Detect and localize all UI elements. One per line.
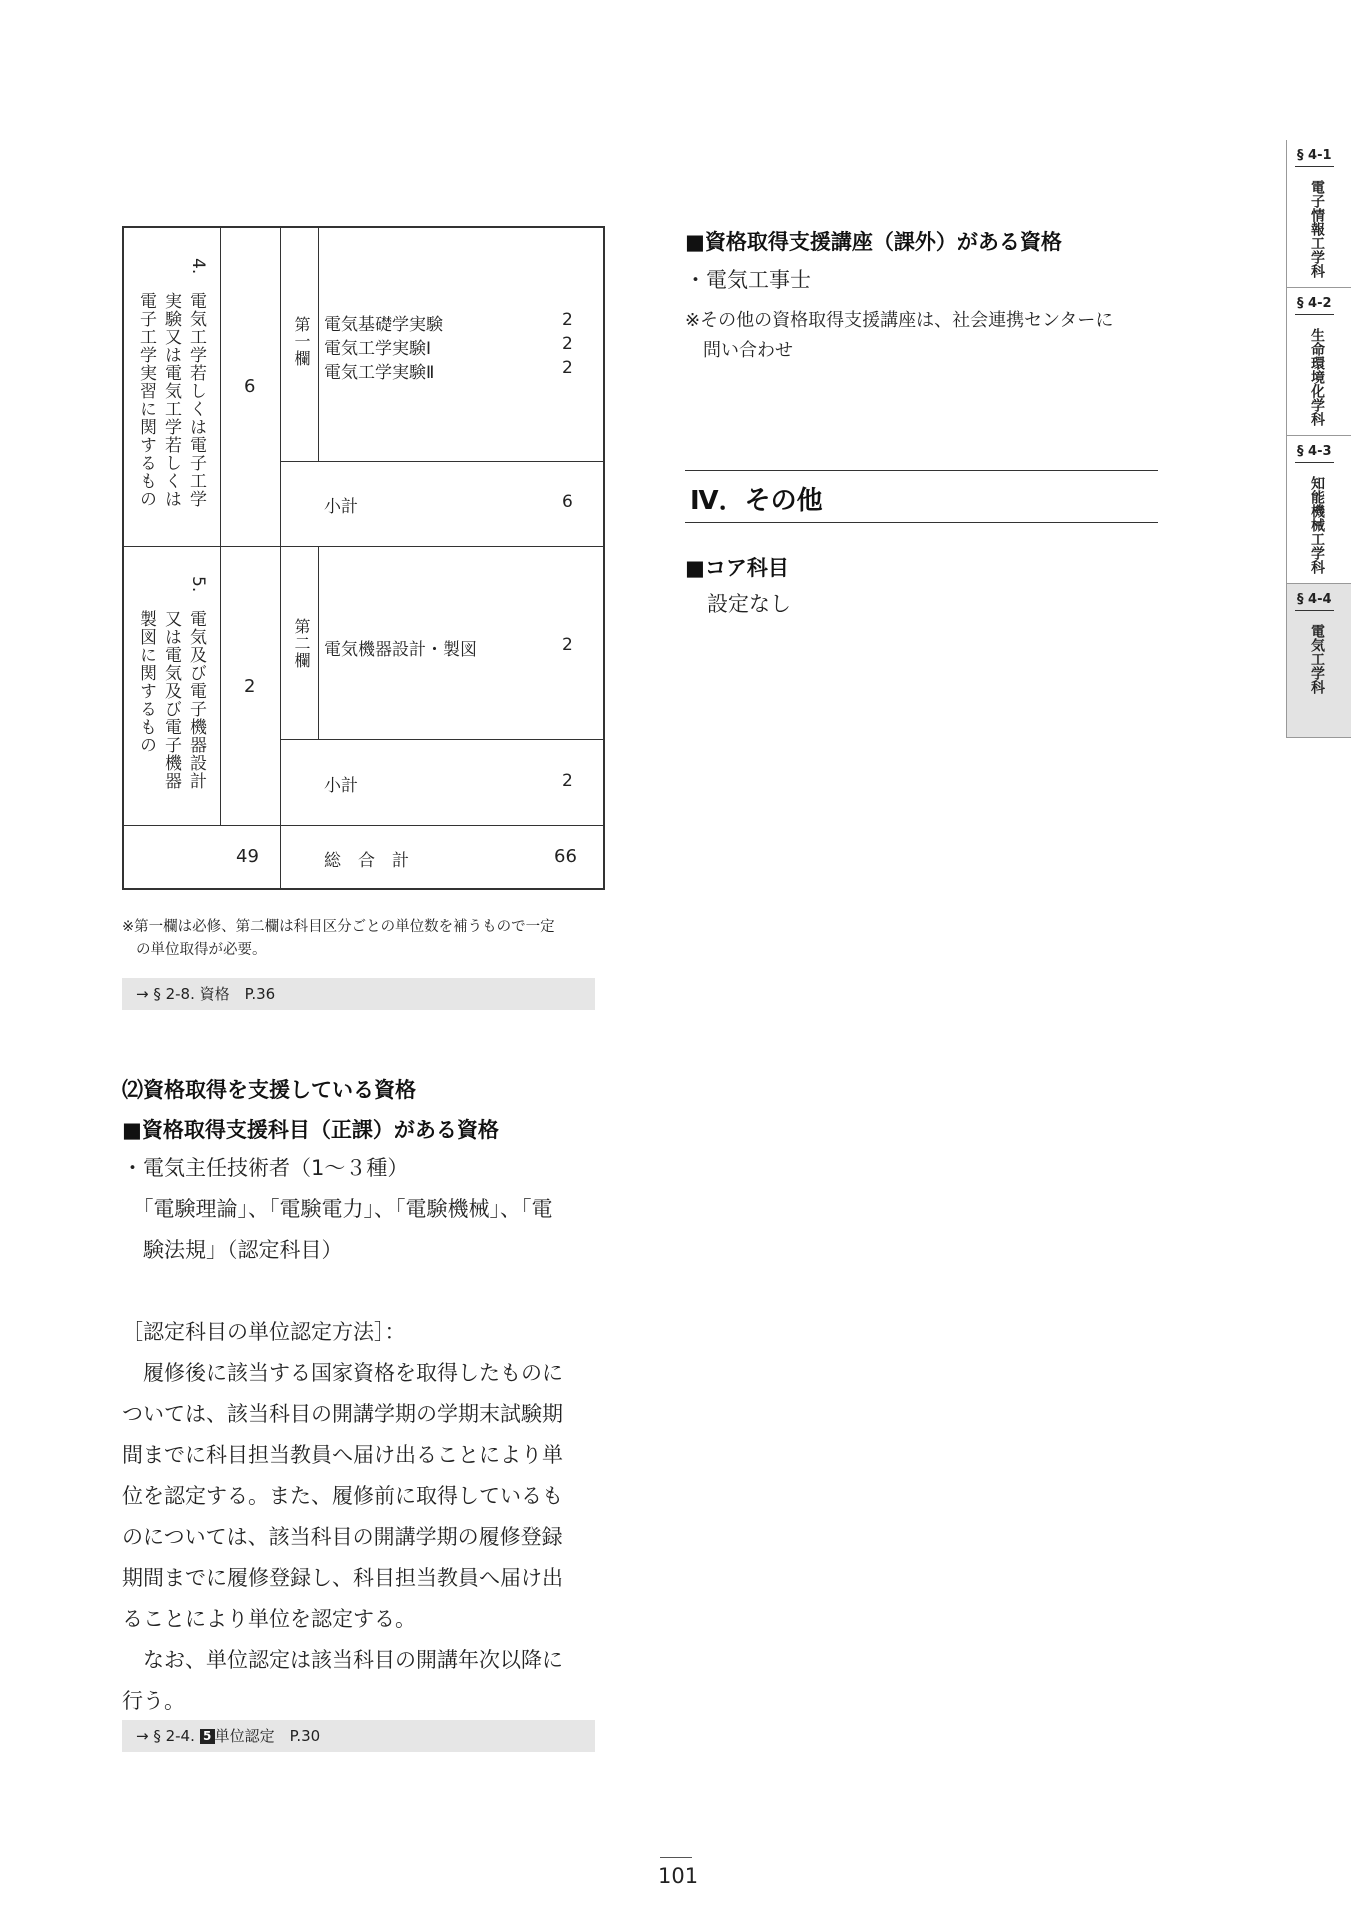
- table-divider: [318, 228, 319, 461]
- tab-label: 電子情報工学科: [1309, 180, 1325, 278]
- subject-name: 電気基礎学実験: [324, 315, 443, 335]
- subject-name: 電気工学実験Ⅱ: [324, 363, 435, 383]
- text-line: 「電験理論」、「電験電力」、「電験機械」、「電: [122, 1197, 553, 1221]
- tab-code: § 4-1: [1295, 148, 1334, 167]
- subsection-heading: ■資格取得支援科目（正課）がある資格: [122, 1118, 499, 1142]
- text-line: ・電気主任技術者（1～３種）: [122, 1156, 409, 1180]
- reference-text: → § 2-8. 資格 P.36: [136, 985, 276, 1003]
- category-number: 4.: [188, 258, 208, 275]
- subtotal-value: 6: [562, 492, 573, 512]
- table-note: [122, 916, 555, 962]
- total-required: 49: [236, 846, 259, 867]
- category-text: 電気及び電子機器設計: [186, 610, 206, 790]
- page-number-rule: [660, 1857, 692, 1858]
- category-text: 電気工学若しくは電子工学: [186, 292, 206, 508]
- rule-bottom: [685, 522, 1158, 523]
- note-line: 問い合わせ: [685, 340, 793, 361]
- table-divider: [124, 825, 605, 826]
- tab-label: 生命環境化学科: [1309, 328, 1325, 426]
- subject-units: 2: [562, 358, 573, 378]
- text-line: 験法規」（認定科目）: [122, 1238, 343, 1262]
- category-text: 製図に関するもの: [136, 610, 156, 754]
- text-line: [122, 1271, 602, 1312]
- side-tabs: [1286, 140, 1351, 738]
- rule-top: [685, 470, 1158, 471]
- page-number: 101: [658, 1864, 699, 1888]
- text-line: のについては、該当科目の開講学期の履修登録: [122, 1525, 563, 1549]
- tab-code: § 4-4: [1295, 592, 1334, 611]
- subtotal-label: 小計: [324, 776, 358, 796]
- subject-units: 2: [562, 310, 573, 330]
- reference-link[interactable]: [122, 978, 595, 1010]
- category-number: 5.: [188, 576, 208, 593]
- table-divider: [280, 228, 281, 888]
- reference-text: → § 2-4.: [136, 1727, 200, 1745]
- text-line: ついては、該当科目の開講学期の学期末試験期: [122, 1402, 563, 1426]
- body-text: [122, 1148, 602, 1722]
- column-label: 第二欄: [292, 618, 311, 669]
- subtotal-value: 2: [562, 771, 573, 791]
- subsection-heading: ■コア科目: [685, 556, 789, 580]
- table-divider: [280, 739, 605, 740]
- tab-label: 電気工学科: [1309, 624, 1325, 694]
- text-line: 間までに科目担当教員へ届け出ることにより単: [122, 1443, 563, 1467]
- tab-code: § 4-2: [1295, 296, 1334, 315]
- text-line: 期間までに履修登録し、科目担当教員へ届け出: [122, 1566, 563, 1590]
- text-line: 行う。: [122, 1689, 185, 1713]
- qualification-table: [122, 226, 605, 890]
- text-line: ることにより単位を認定する。: [122, 1607, 416, 1631]
- number-badge: 5: [200, 1729, 215, 1744]
- text-line: 位を認定する。また、履修前に取得しているも: [122, 1484, 563, 1508]
- subject-name: 電気工学実験Ⅰ: [324, 339, 432, 359]
- section-heading: ■資格取得支援講座（課外）がある資格: [685, 230, 1062, 254]
- text-line: なお、単位認定は該当科目の開講年次以降に: [122, 1648, 563, 1672]
- subtotal-label: 小計: [324, 497, 358, 517]
- table-divider: [318, 546, 319, 739]
- note-line: の単位取得が必要。: [136, 942, 267, 958]
- table-divider: [124, 546, 605, 547]
- total-units: 66: [554, 846, 577, 867]
- required-units: 6: [244, 376, 256, 397]
- note-line: ※第一欄は必修、第二欄は科目区分ごとの単位数を補うもので一定: [122, 919, 555, 935]
- tab-label: 知能機械工学科: [1309, 476, 1325, 574]
- subject-units: 2: [562, 635, 573, 655]
- note: [685, 306, 1113, 366]
- subject-units: 2: [562, 334, 573, 354]
- section-title: Ⅳ．その他: [690, 486, 823, 516]
- table-divider: [220, 228, 221, 825]
- subject-name: 電気機器設計・製図: [324, 640, 477, 660]
- body-text: 設定なし: [707, 592, 791, 616]
- tab-code: § 4-3: [1295, 444, 1334, 463]
- total-label: 総 合 計: [324, 851, 409, 871]
- reference-text: 単位認定 P.30: [214, 1727, 321, 1745]
- category-text: 実験又は電気工学若しくは: [161, 292, 181, 508]
- table-divider: [280, 461, 605, 462]
- reference-link[interactable]: [122, 1720, 595, 1752]
- note-line: ※その他の資格取得支援講座は、社会連携センターに: [685, 310, 1114, 331]
- text-line: 履修後に該当する国家資格を取得したものに: [122, 1361, 563, 1385]
- tab-4-3[interactable]: [1287, 436, 1351, 584]
- section-heading: ⑵資格取得を支援している資格: [122, 1078, 416, 1102]
- category-text: 又は電気及び電子機器: [161, 610, 181, 790]
- text-line: ［認定科目の単位認定方法］：: [122, 1320, 406, 1344]
- category-text: 電子工学実習に関するもの: [136, 292, 156, 508]
- required-units: 2: [244, 676, 256, 697]
- tab-4-4[interactable]: [1287, 584, 1351, 738]
- tab-4-1[interactable]: [1287, 140, 1351, 288]
- list-item: ・電気工事士: [685, 268, 811, 292]
- tab-4-2[interactable]: [1287, 288, 1351, 436]
- column-label: 第一欄: [292, 316, 311, 367]
